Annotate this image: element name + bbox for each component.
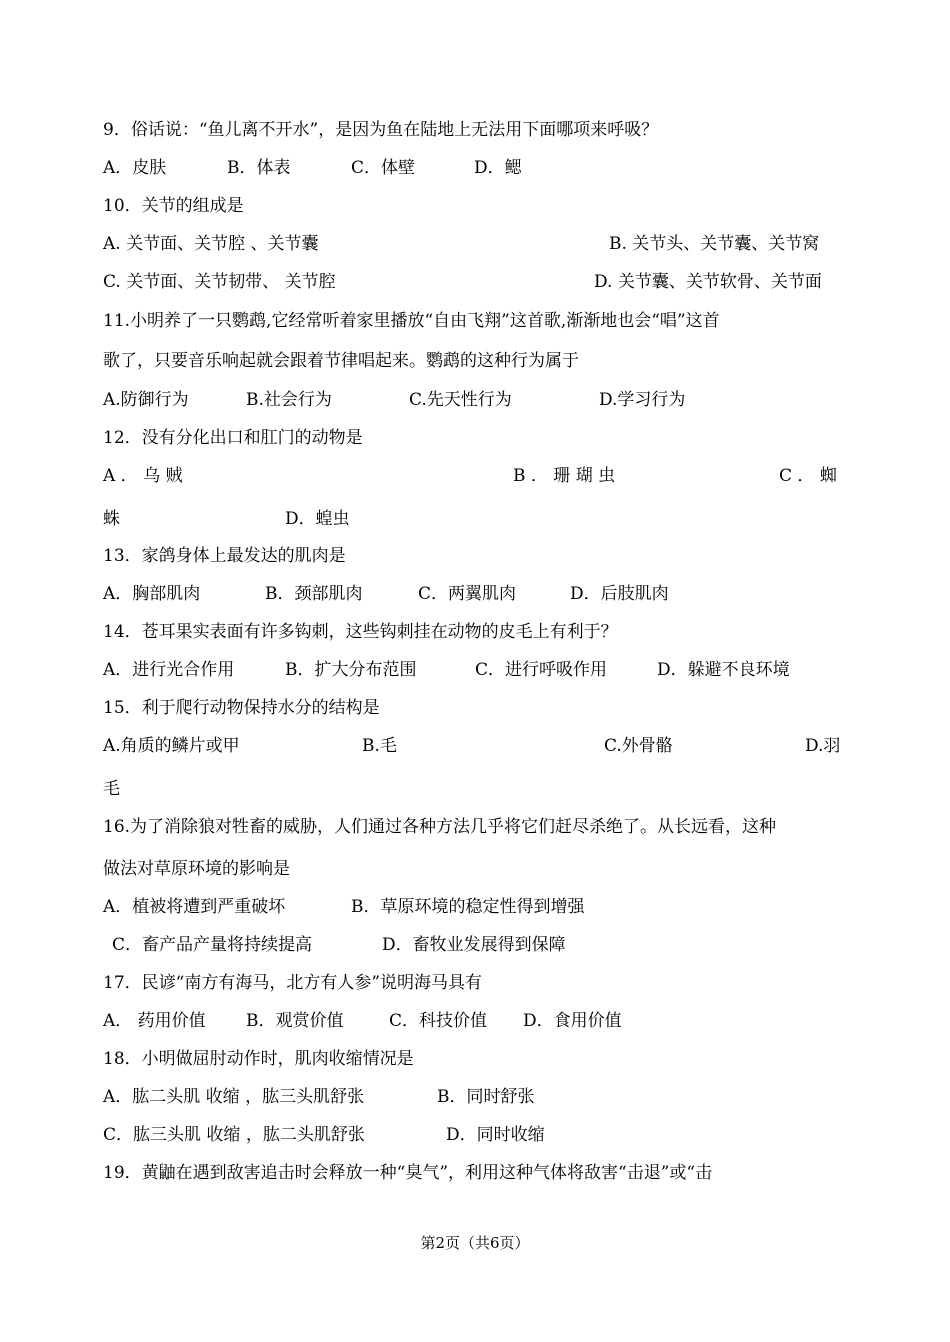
page-footer: 第2页（共6页） [420, 1234, 530, 1252]
q10-option-b: B. 关节头、关节囊、关节窝 [609, 234, 820, 254]
q13-option-b: B．颈部肌肉 [265, 584, 363, 604]
q18-option-d: D．同时收缩 [446, 1125, 545, 1145]
q9-option-c: C．体壁 [351, 158, 416, 178]
q14-option-b: B．扩大分布范围 [285, 660, 417, 680]
q14-option-c: C．进行呼吸作用 [475, 660, 608, 680]
q18-option-a: A．肱二头肌 收缩 ，肱三头肌舒张 [103, 1087, 365, 1107]
q17-option-c: C．科技价值 [389, 1011, 488, 1031]
q12-option-c-part2: 蛛 [103, 509, 120, 529]
q18-option-b: B．同时舒张 [437, 1087, 535, 1107]
q17-option-a: A． 药用价值 [103, 1011, 206, 1031]
q10-option-a: A. 关节面、关节腔 、关节囊 [103, 234, 319, 254]
q16-option-d: D．畜牧业发展得到保障 [382, 935, 566, 955]
question-10-stem: 10．关节的组成是 [103, 196, 244, 216]
q9-option-b: B．体表 [227, 158, 291, 178]
q11-option-d: D.学习行为 [599, 390, 686, 410]
q15-option-d-part2: 毛 [103, 779, 120, 799]
question-14-stem: 14．苍耳果实表面有许多钩刺，这些钩刺挂在动物的皮毛上有利于？ [103, 622, 618, 642]
q12-option-b: B ． 珊 瑚 虫 [513, 466, 616, 486]
q16-option-a: A．植被将遭到严重破坏 [103, 897, 286, 917]
q13-option-a: A．胸部肌肉 [103, 584, 201, 604]
q18-option-c: C．肱三头肌 收缩 ，肱二头肌舒张 [103, 1125, 365, 1145]
q14-option-d: D．躲避不良环境 [657, 660, 790, 680]
q15-option-c: C.外骨骼 [604, 736, 673, 756]
q13-option-d: D．后肢肌肉 [570, 584, 669, 604]
question-9-stem: 9．俗话说：“鱼儿离不开水”，是因为鱼在陆地上无法用下面哪项来呼吸？ [103, 120, 659, 140]
q12-option-c-part1: C ． 蜘 [779, 466, 837, 486]
q9-option-d: D．鳃 [474, 158, 522, 178]
q15-option-d-part1: D.羽 [805, 736, 841, 756]
q15-option-a: A.角质的鳞片或甲 [103, 736, 240, 756]
q10-option-c: C. 关节面、关节韧带、 关节腔 [103, 272, 336, 292]
q16-option-b: B．草原环境的稳定性得到增强 [351, 897, 585, 917]
question-15-stem: 15．利于爬行动物保持水分的结构是 [103, 698, 380, 718]
q11-option-b: B.社会行为 [246, 390, 332, 410]
question-18-stem: 18．小明做屈肘动作时，肌肉收缩情况是 [103, 1049, 414, 1069]
q12-option-a: A ． 乌 贼 [103, 466, 183, 486]
q9-option-a: A．皮肤 [103, 158, 167, 178]
question-19-stem: 19．黄鼬在遇到敌害追击时会释放一种“臭气”，利用这种气体将敌害“击退”或“击 [103, 1163, 713, 1183]
q15-option-b: B.毛 [362, 736, 397, 756]
q17-option-d: D．食用价值 [523, 1011, 622, 1031]
question-17-stem: 17．民谚“南方有海马，北方有人参”说明海马具有 [103, 973, 483, 993]
q12-option-d: D．蝗虫 [285, 509, 350, 529]
q13-option-c: C．两翼肌肉 [418, 584, 517, 604]
question-11-stem-line2: 歌了，只要音乐响起就会跟着节律唱起来。鹦鹉的这种行为属于 [103, 351, 579, 371]
question-11-stem-line1: 11.小明养了一只鹦鹉,它经常听着家里播放“自由飞翔”这首歌,渐渐地也会“唱”这首 [103, 311, 720, 331]
question-16-stem-line1: 16.为了消除狼对牲畜的威胁，人们通过各种方法几乎将它们赶尽杀绝了。从长远看，这种 [103, 817, 777, 837]
q14-option-a: A．进行光合作用 [103, 660, 235, 680]
q16-option-c: C．畜产品产量将持续提高 [112, 935, 313, 955]
q10-option-d: D. 关节囊、关节软骨、关节面 [594, 272, 822, 292]
question-12-stem: 12．没有分化出口和肛门的动物是 [103, 428, 363, 448]
q17-option-b: B．观赏价值 [246, 1011, 344, 1031]
q11-option-c: C.先天性行为 [409, 390, 512, 410]
question-13-stem: 13．家鸽身体上最发达的肌肉是 [103, 546, 346, 566]
q11-option-a: A.防御行为 [103, 390, 189, 410]
question-16-stem-line2: 做法对草原环境的影响是 [103, 859, 290, 879]
